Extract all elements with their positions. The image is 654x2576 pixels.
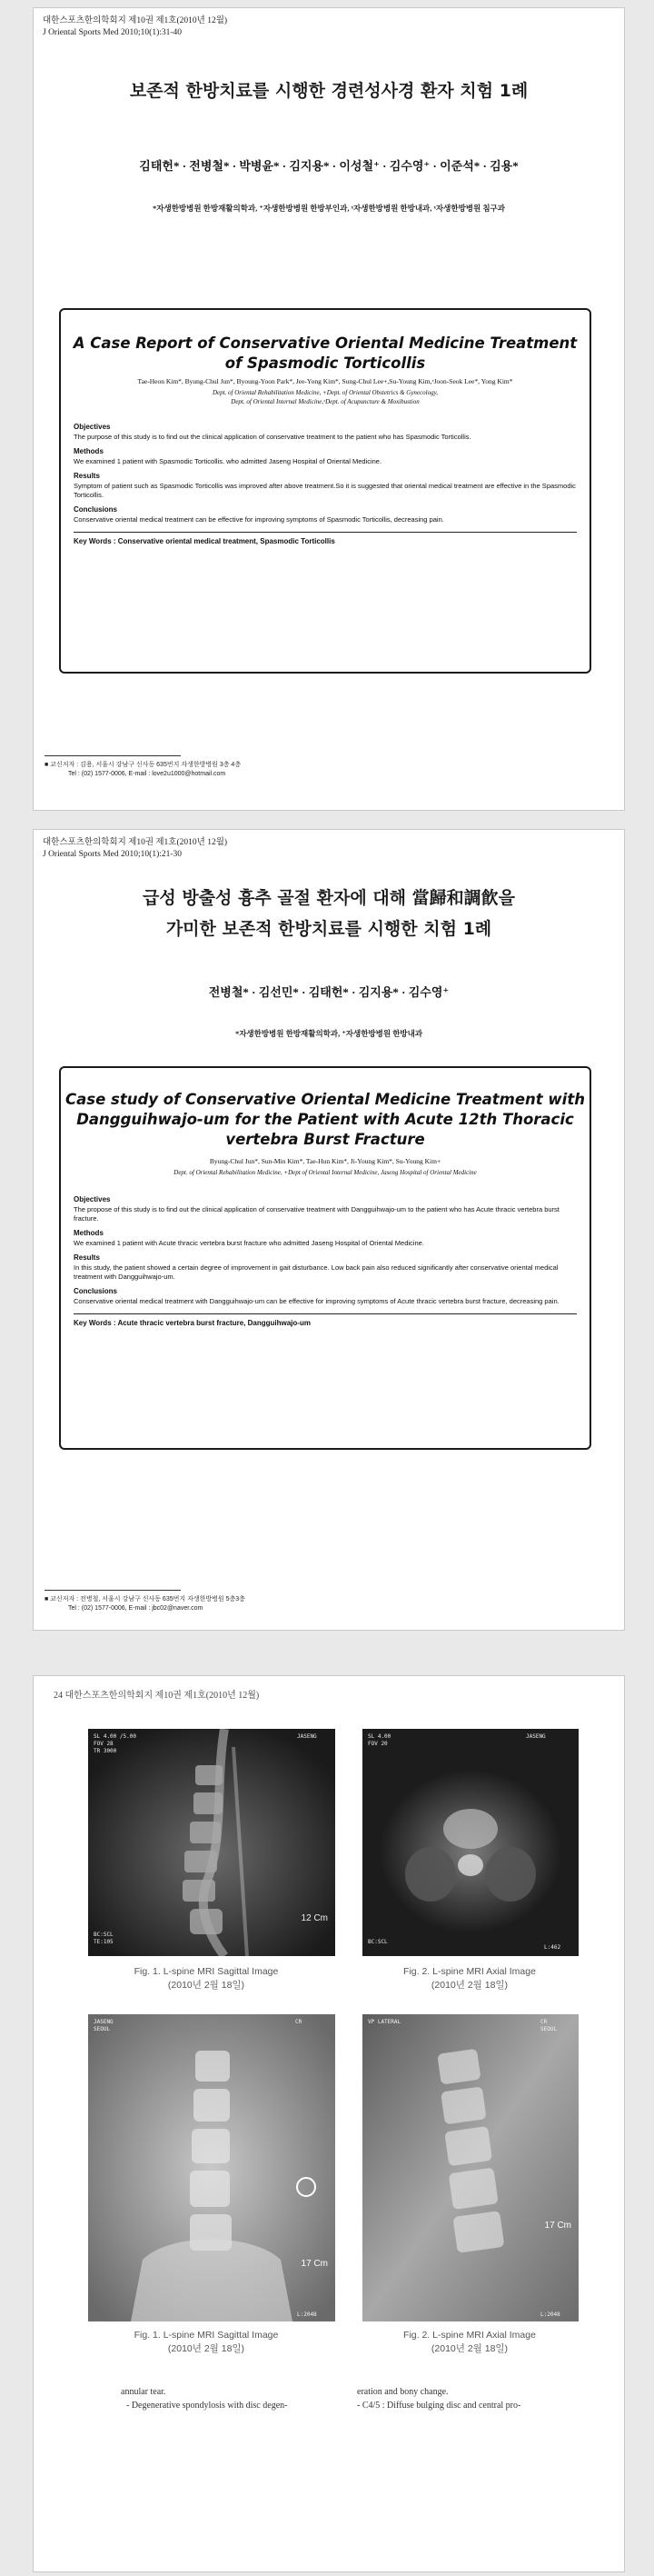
- body-line: - Degenerative spondylosis with disc degen-: [126, 2401, 288, 2411]
- scale-label-xray: 17 Cm: [301, 2259, 328, 2269]
- conclusions-text: Conservative oriental medical treatment can be effective for improving symptoms of Spasmodic Torticollis, decreasing pain.: [74, 515, 444, 524]
- footnote-address: ■ 교신저자 : 김용, 서울시 강남구 신사동 635번지 자생한방병원 3층 4층: [45, 762, 242, 768]
- figure-2-caption: [342, 1965, 597, 1992]
- body-line: eration and bony change.: [357, 2387, 449, 2397]
- methods-text: We examined 1 patient with Spasmodic Torticollis. who admitted Jaseng Hospital of Oriental Medicine.: [74, 457, 382, 465]
- figure-4-caption: [342, 2329, 597, 2356]
- title-korean: 보존적 한방치료를 시행한 경련성사경 환자 치험 1례: [129, 81, 529, 101]
- abstract-box: [59, 1066, 591, 1450]
- svg-text:JASENG: JASENG: [526, 1733, 546, 1740]
- abstract-box: [59, 308, 591, 674]
- svg-text:L:462: L:462: [544, 1944, 561, 1951]
- xray-lateral-drawing: [362, 2014, 579, 2321]
- affiliations-korean: *자생한방병원 한방재활의학과, ⁺자생한방병원 한방내과: [234, 1029, 423, 1038]
- svg-text:SEOUL: SEOUL: [540, 2026, 558, 2032]
- svg-text:SEOUL: SEOUL: [94, 2026, 111, 2032]
- department-line-1: Dept. of Oriental Rehabilitation Medicine, +Dept. of Oriental Obstetrics & Gynecology,: [212, 389, 439, 396]
- objectives-text: The propose of this study is to find out the clinical application of conservative treatment with Dangguihwajo-um to the patient who has Acute thracic vertebra burst fracture.: [74, 1205, 560, 1223]
- key-words: Key Words : Acute thracic vertebra burst fracture, Dangguihwajo-um: [74, 1313, 577, 1327]
- english-title: [61, 334, 590, 374]
- methods-heading: Methods: [74, 447, 104, 455]
- svg-text:VP LATERAL: VP LATERAL: [368, 2019, 401, 2025]
- methods-heading: Methods: [74, 1229, 104, 1237]
- mri-sagittal-drawing: [88, 1729, 335, 1956]
- title-korean: [34, 883, 624, 944]
- caption-title: Fig. 1. L-spine MRI Sagittal Image: [134, 1966, 279, 1977]
- journal-header: [43, 837, 227, 861]
- mri-axial-drawing: [362, 1729, 579, 1956]
- xray-lateral-image: [362, 2014, 579, 2321]
- caption-title: Fig. 2. L-spine MRI Axial Image: [403, 1966, 536, 1977]
- svg-text:BC:SCL: BC:SCL: [368, 1939, 388, 1945]
- svg-text:SL 4.00 /5.00: SL 4.00 /5.00: [94, 1733, 136, 1740]
- corresponding-author-note: [45, 1595, 245, 1613]
- svg-text:TR 3000: TR 3000: [94, 1748, 117, 1754]
- xray-ap-image: [88, 2014, 335, 2321]
- english-title-line-2: of Spasmodic Torticollis: [224, 354, 426, 372]
- english-departments: [61, 388, 590, 406]
- results-text: In this study, the patient showed a certain degree of improvement in gait disturbance. Low back pain also reduced significantly after conservative oriental medical treatment with Dangguihwajo-um.: [74, 1263, 559, 1281]
- journal-header: [43, 15, 227, 39]
- svg-text:JASENG: JASENG: [297, 1733, 317, 1740]
- footnote-rule: [45, 1590, 181, 1591]
- svg-text:TE:105: TE:105: [94, 1939, 114, 1945]
- footnote-contact: Tel : (02) 1577-0006, E-mail : love2u1000@hotmail.com: [68, 771, 226, 777]
- journal-name-korean: 대한스포츠한의학회지 제10권 제1호(2010년 12월): [43, 838, 228, 847]
- body-line: - C4/5 : Diffuse bulging disc and central pro-: [357, 2401, 521, 2411]
- objectives-heading: Objectives: [74, 1195, 111, 1203]
- conclusions-text: Conservative oriental medical treatment with Dangguihwajo-um can be effective for improving symptoms of Acute thracic vertebra burst fracture, decreasing pain.: [74, 1297, 560, 1305]
- corresponding-author-note: [45, 761, 241, 779]
- english-title: [61, 1090, 590, 1150]
- running-head: 24 대한스포츠한의학회지 제10권 제1호(2010년 12월): [54, 1691, 260, 1701]
- english-title-line-1: Case study of Conservative Oriental Medicine Treatment with: [65, 1091, 585, 1108]
- english-title-line-2: Dangguihwajo-um for the Patient with Acute 12th Thoracic: [76, 1111, 574, 1128]
- english-title-line-3: vertebra Burst Fracture: [225, 1131, 425, 1148]
- scale-label-sagittal: 12 Cm: [301, 1913, 328, 1923]
- figure-3-caption: [70, 2329, 342, 2356]
- conclusions-heading: Conclusions: [74, 505, 118, 514]
- results-heading: Results: [74, 1253, 100, 1262]
- mri-sagittal-image: [88, 1729, 335, 1956]
- english-authors: Byung-Chul Jun*, Sun-Min Kim*, Tae-Hun Kim*, Ji-Young Kim*, Su-Young Kim+: [209, 1157, 441, 1165]
- svg-text:CR: CR: [295, 2019, 302, 2025]
- affiliations-korean: *자생한방병원 한방재활의학과, ⁺자생한방병원 한방부인과, ˣ자생한방병원 한방내과, ˣ자생한방병원 침구과: [153, 204, 505, 213]
- caption-date: (2010년 2월 18일): [431, 1980, 509, 1991]
- svg-text:JASENG: JASENG: [94, 2019, 114, 2025]
- results-text: Symptom of patient such as Spasmodic Torticollis was improved after above treatment.So it is suggested that oriental medical treatment are effective in the Spasmodic Torticollis.: [74, 482, 576, 499]
- svg-text:SL 4.00: SL 4.00: [368, 1733, 391, 1740]
- objectives-text: The purpose of this study is to find out the clinical application of conservative treatment to the patient who has Spasmodic Torticollis.: [74, 433, 471, 441]
- caption-date: (2010년 2월 18일): [167, 2343, 245, 2354]
- caption-date: (2010년 2월 18일): [167, 1980, 245, 1991]
- svg-text:CR: CR: [540, 2019, 548, 2025]
- scale-label-xray-lateral: 17 Cm: [544, 2221, 571, 2231]
- body-column-right: [352, 2385, 579, 2412]
- english-authors: Tae-Heon Kim*, Byung-Chul Jun*, Byoung-Yoon Park*, Jee-Yong Kim*, Sung-Chul Lee+,Su-Young Kim,ˣJoon-Seok Lee*, Yong Kim*: [137, 377, 513, 385]
- authors-korean: 김태헌* · 전병철* · 박병윤* · 김지용* · 이성철⁺ · 김수영⁺ · 이준석* · 김용*: [139, 159, 519, 173]
- svg-text:L:2048: L:2048: [297, 2311, 317, 2318]
- footnote-rule: [45, 755, 181, 756]
- paper-page-3: [33, 1675, 625, 2572]
- mri-axial-image: [362, 1729, 579, 1956]
- paper-page-1: [33, 7, 625, 811]
- body-column-left: [121, 2385, 330, 2412]
- title-korean-line-2: 가미한 보존적 한방치료를 시행한 치험 1례: [165, 919, 492, 939]
- svg-text:BC:SCL: BC:SCL: [94, 1932, 114, 1938]
- caption-title: Fig. 2. L-spine MRI Axial Image: [403, 2330, 536, 2341]
- paper-page-2: [33, 829, 625, 1631]
- footnote-address: ■ 교신저자 : 전병철, 서울시 강남구 신사동 635번지 자생한방병원 5층3층: [45, 1596, 245, 1603]
- methods-text: We examined 1 patient with Acute thracic vertebra burst fracture who admitted Jaseng Hospital of Oriental Medicine.: [74, 1239, 424, 1247]
- journal-citation: J Oriental Sports Med 2010;10(1):21-30: [43, 850, 183, 859]
- svg-text:L:2048: L:2048: [540, 2311, 560, 2318]
- xray-ap-drawing: [88, 2014, 335, 2321]
- conclusions-heading: Conclusions: [74, 1287, 118, 1295]
- key-words: Key Words : Conservative oriental medical treatment, Spasmodic Torticollis: [74, 532, 577, 545]
- figure-1-caption: [70, 1965, 342, 1992]
- svg-text:FOV 20: FOV 20: [368, 1741, 388, 1747]
- objectives-heading: Objectives: [74, 423, 111, 431]
- department-line-2: Dept. of Oriental Internal Medicine,ˣDept. of Acupuncture & Moxibustion: [231, 398, 420, 405]
- svg-text:FOV 28: FOV 28: [94, 1741, 114, 1747]
- english-title-line-1: A Case Report of Conservative Oriental Medicine Treatment: [73, 334, 578, 352]
- caption-date: (2010년 2월 18일): [431, 2343, 509, 2354]
- authors-korean: 전병철* · 김선민* · 김태헌* · 김지용* · 김수영⁺: [208, 985, 450, 999]
- journal-citation: J Oriental Sports Med 2010;10(1):31-40: [43, 28, 183, 37]
- body-line: annular tear.: [121, 2387, 166, 2397]
- footnote-contact: Tel : (02) 1577-0006, E-mail : jbc02@naver.com: [68, 1605, 203, 1612]
- english-departments: Dept. of Oriental Rehabilitation Medicine, +Dept of Oriental Internal Medicine, Jaseng Hospital of Oriental Medicine: [173, 1169, 477, 1176]
- title-korean-line-1: 급성 방출성 흉추 골절 환자에 대해 當歸和調飮을: [143, 888, 515, 908]
- journal-name-korean: 대한스포츠한의학회지 제10권 제1호(2010년 12월): [43, 16, 228, 25]
- results-heading: Results: [74, 472, 100, 480]
- caption-title: Fig. 1. L-spine MRI Sagittal Image: [134, 2330, 279, 2341]
